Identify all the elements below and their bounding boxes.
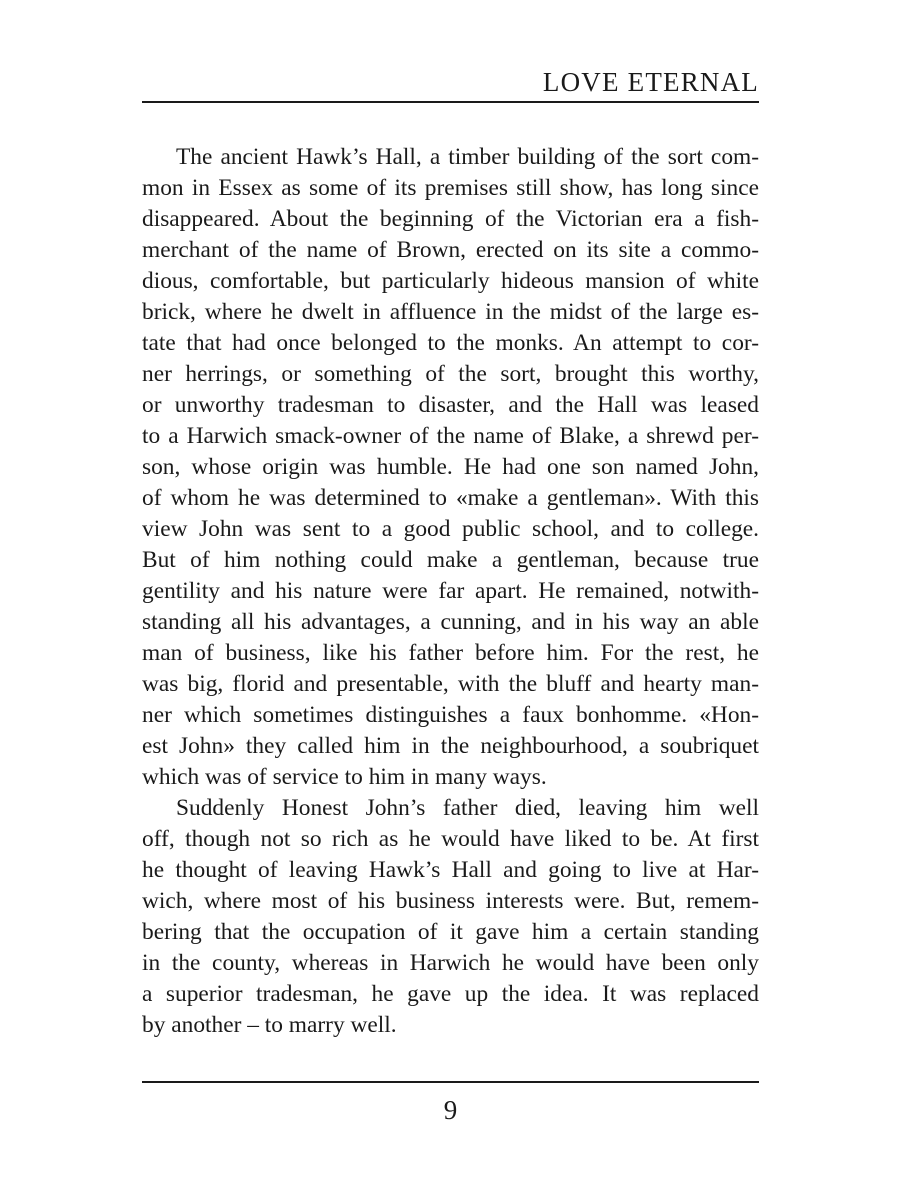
body-text bbox=[142, 142, 759, 1041]
text-line: mon in Essex as some of its premises still show, has long since bbox=[142, 175, 759, 201]
text-line: view John was sent to a good public school, and to college. bbox=[142, 516, 759, 542]
text-line: ner herrings, or something of the sort, brought this worthy, bbox=[142, 361, 759, 387]
text-line: was big, florid and presentable, with the bluff and hearty man- bbox=[142, 671, 759, 697]
text-line: or unworthy tradesman to disaster, and the Hall was leased bbox=[142, 392, 759, 418]
text-line: disappeared. About the beginning of the Victorian era a fish- bbox=[142, 206, 759, 232]
text-line: wich, where most of his business interests were. But, remem- bbox=[142, 888, 759, 914]
page-number: 9 bbox=[443, 1095, 458, 1125]
text-line: which was of service to him in many ways. bbox=[142, 764, 547, 790]
text-line: gentility and his nature were far apart. He remained, notwith- bbox=[142, 578, 759, 604]
text-line: man of business, like his father before him. For the rest, he bbox=[142, 640, 759, 666]
text-line: son, whose origin was humble. He had one son named John, bbox=[142, 454, 759, 480]
text-line: est John» they called him in the neighbourhood, a soubriquet bbox=[142, 733, 759, 759]
paragraph-2 bbox=[142, 793, 759, 1041]
text-line: a superior tradesman, he gave up the idea. It was replaced bbox=[142, 981, 759, 1007]
text-line: dious, comfortable, but particularly hideous mansion of white bbox=[142, 268, 759, 294]
text-line: Suddenly Honest John’s father died, leaving him well bbox=[176, 795, 759, 821]
text-line: by another – to marry well. bbox=[142, 1012, 397, 1038]
footer-rule bbox=[142, 1081, 759, 1083]
text-line: standing all his advantages, a cunning, and in his way an able bbox=[142, 609, 759, 635]
header-rule bbox=[142, 101, 759, 103]
text-line: The ancient Hawk’s Hall, a timber building of the sort com- bbox=[176, 144, 759, 170]
text-line: to a Harwich smack-owner of the name of Blake, a shrewd per- bbox=[142, 423, 759, 449]
text-line: off, though not so rich as he would have liked to be. At first bbox=[142, 826, 759, 852]
text-line: tate that had once belonged to the monks. An attempt to cor- bbox=[142, 330, 759, 356]
text-line: he thought of leaving Hawk’s Hall and going to live at Har- bbox=[142, 857, 759, 883]
running-title: LOVE ETERNAL bbox=[542, 67, 759, 97]
text-line: merchant of the name of Brown, erected on its site a commo- bbox=[142, 237, 759, 263]
text-line: bering that the occupation of it gave him a certain standing bbox=[142, 919, 759, 945]
paragraph-1 bbox=[142, 142, 759, 793]
text-line: of whom he was determined to «make a gentleman». With this bbox=[142, 485, 759, 511]
text-line: But of him nothing could make a gentleman, because true bbox=[142, 547, 759, 573]
text-line: in the county, whereas in Harwich he would have been only bbox=[142, 950, 759, 976]
text-line: brick, where he dwelt in affluence in the midst of the large es- bbox=[142, 299, 759, 325]
text-line: ner which sometimes distinguishes a faux bonhomme. «Hon- bbox=[142, 702, 759, 728]
